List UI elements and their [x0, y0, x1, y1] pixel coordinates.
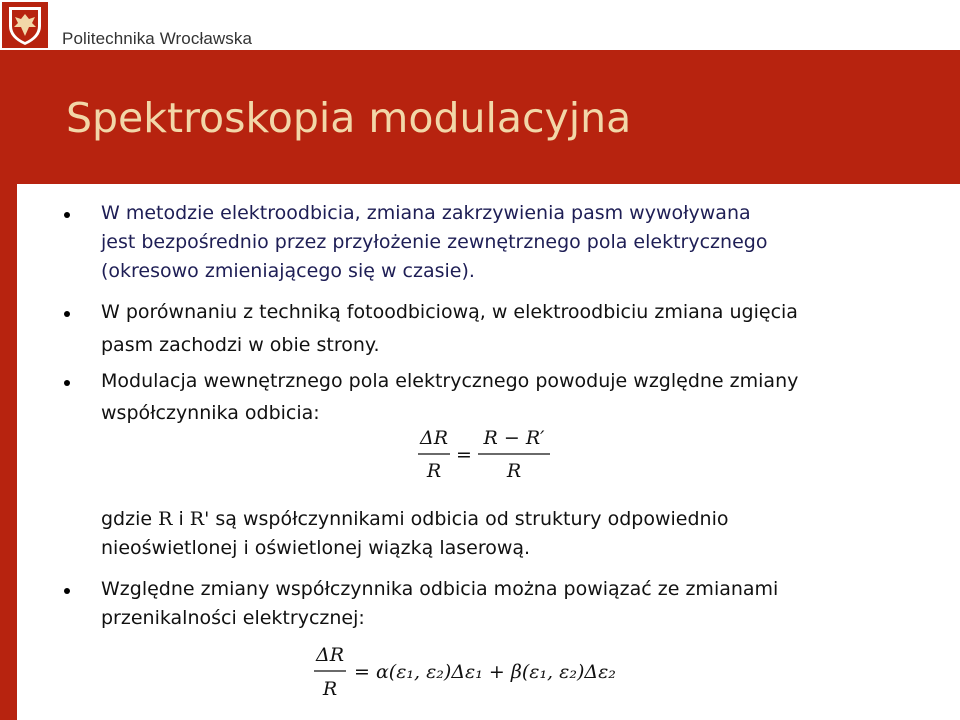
bullet-1-line-3: (okresowo zmieniającego się w czasie).	[101, 260, 475, 282]
bullet-marker	[64, 380, 70, 386]
bullet-marker	[64, 588, 70, 594]
formula1-lhs-numerator: ΔR	[419, 427, 449, 449]
formula2-lhs-numerator: ΔR	[315, 644, 345, 666]
definition-prefix: gdzie	[101, 508, 153, 530]
formula1-rhs-numerator: R − R′	[483, 427, 545, 449]
university-name: Politechnika Wrocławska	[62, 29, 253, 48]
bullet-marker	[64, 212, 70, 218]
formula1-lhs-denominator: R	[426, 460, 442, 482]
definition-conjunction: i	[178, 508, 184, 530]
definition-line-1	[101, 508, 728, 530]
symbol-r: R	[158, 508, 173, 530]
definition-line-2: nieoświetlonej i oświetlonej wiązką laserową.	[101, 537, 531, 559]
formula1-rhs-denominator: R	[506, 460, 522, 482]
symbol-r-prime: R'	[189, 508, 210, 530]
bullet-4-line-2: przenikalności elektrycznej:	[101, 607, 365, 629]
formula2-rhs: = α(ε₁, ε₂)Δε₁ + β(ε₁, ε₂)Δε₂	[354, 661, 616, 683]
bullet-1-line-2: jest bezpośrednio przez przyłożenie zewnętrznego pola elektrycznego	[101, 231, 768, 253]
bullet-2-line-2: pasm zachodzi w obie strony.	[101, 334, 380, 356]
bullet-3-line-1: Modulacja wewnętrznego pola elektrycznego powoduje względne zmiany	[101, 370, 799, 392]
definition-text: są współczynnikami odbicia od struktury odpowiednio	[215, 508, 729, 530]
bullet-marker	[64, 311, 70, 317]
bullet-2-line-1: W porównaniu z techniką fotoodbiciową, w elektroodbiciu zmiana ugięcia	[101, 301, 798, 323]
formula1-equals: =	[456, 444, 472, 466]
bullet-3-line-2: współczynnika odbicia:	[101, 402, 320, 424]
formula2-lhs-denominator: R	[322, 678, 338, 700]
permittivity-relation-formula	[310, 640, 670, 706]
reflectance-ratio-formula	[414, 424, 564, 488]
slide-title: Spektroskopia modulacyjna	[66, 94, 632, 142]
bullet-4-line-1: Względne zmiany współczynnika odbicia można powiązać ze zmianami	[101, 578, 779, 600]
bullet-1-line-1: W metodzie elektroodbicia, zmiana zakrzywienia pasm wywoływana	[101, 202, 751, 224]
